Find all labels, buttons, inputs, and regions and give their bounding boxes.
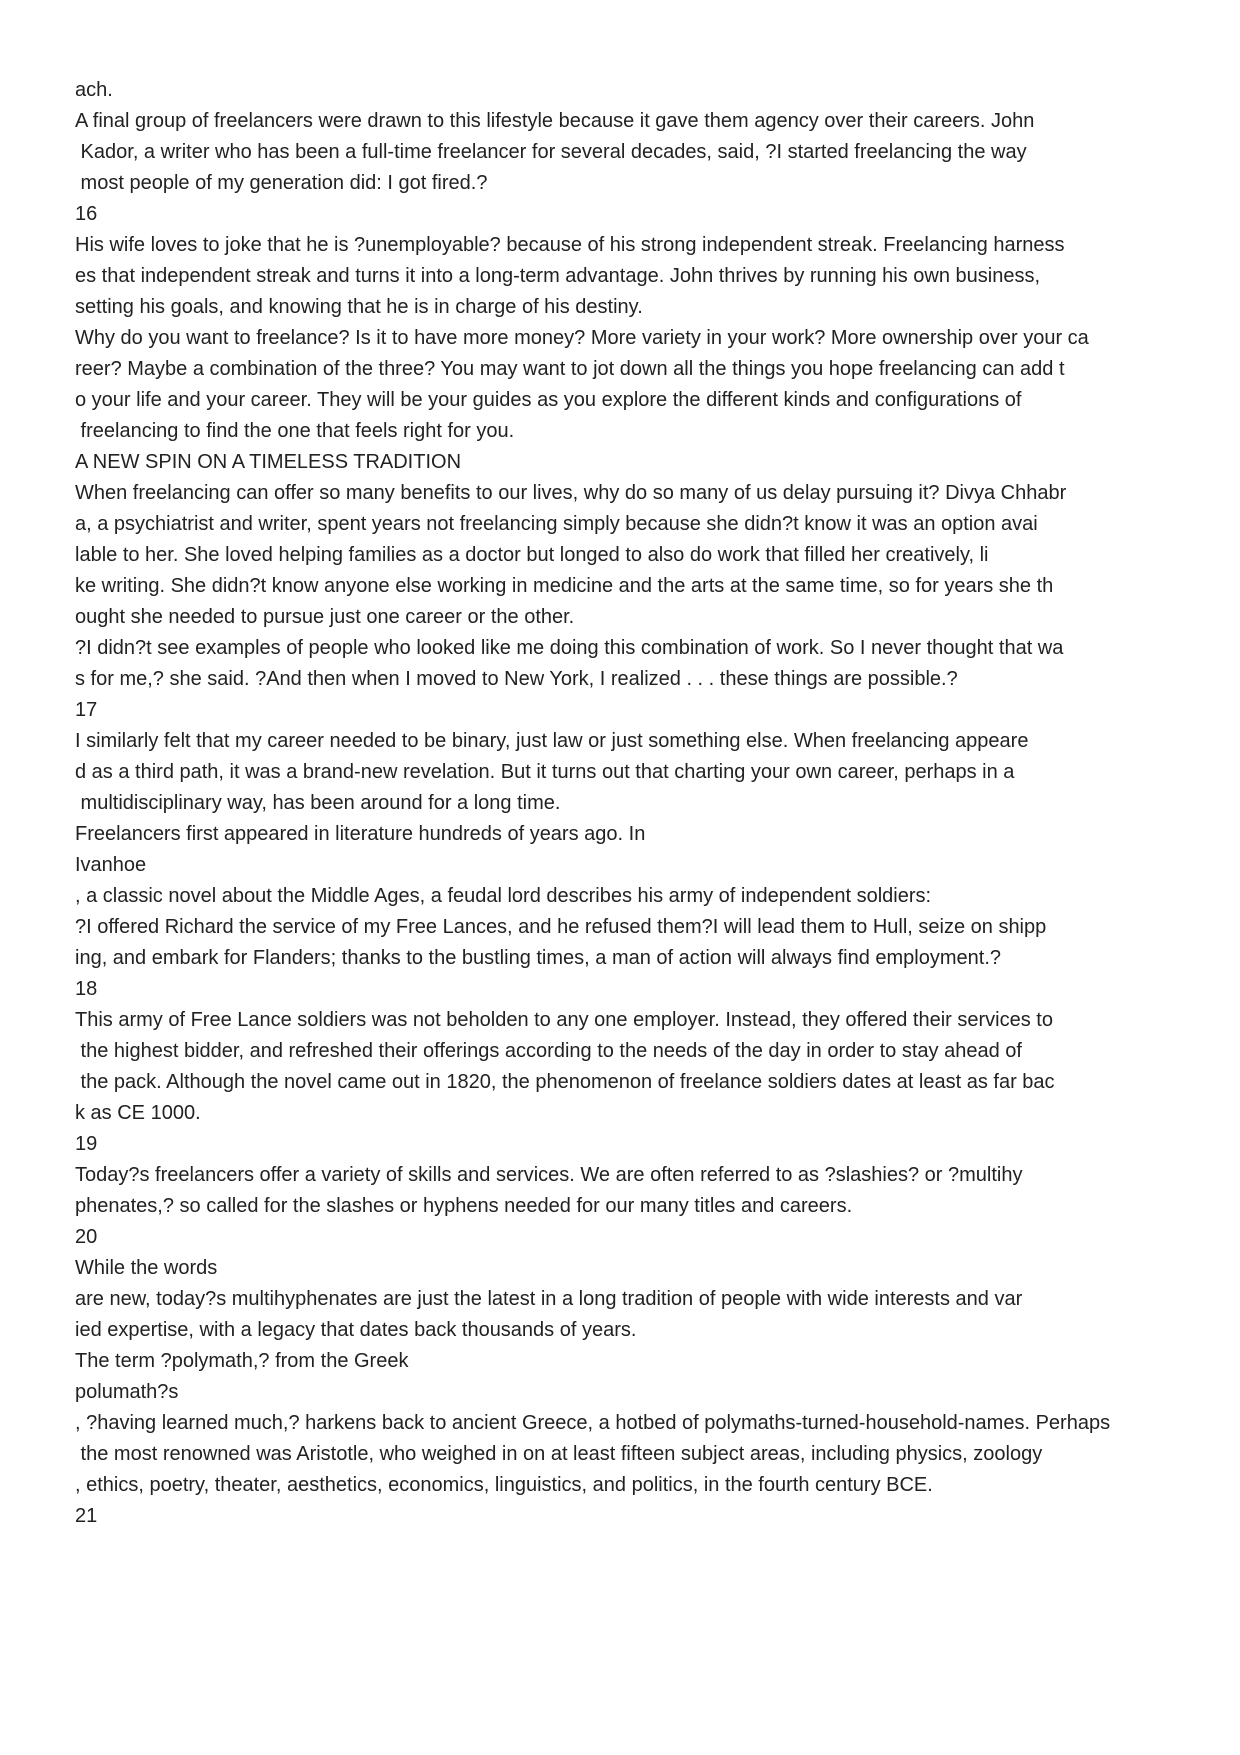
text-line: Freelancers first appeared in literature hundreds of years ago. In	[75, 823, 646, 845]
text-line: ach.	[75, 79, 113, 101]
text-line: I similarly felt that my career needed to be binary, just law or just something else. When freelancing appeare	[75, 730, 1029, 752]
text-line: His wife loves to joke that he is ?unemployable? because of his strong independent streak. Freelancing harness	[75, 234, 1065, 256]
text-line: 18	[75, 978, 98, 1000]
text-line: This army of Free Lance soldiers was not beholden to any one employer. Instead, they offered their services to	[75, 1009, 1053, 1031]
text-line: are new, today?s multihyphenates are just the latest in a long tradition of people with wide interests and var	[75, 1288, 1023, 1310]
text-line: k as CE 1000.	[75, 1102, 201, 1124]
text-line: reer? Maybe a combination of the three? You may want to jot down all the things you hope freelancing can add t	[75, 358, 1065, 380]
text-line: ke writing. She didn?t know anyone else working in medicine and the arts at the same time, so for years she th	[75, 575, 1054, 597]
text-line: When freelancing can offer so many benefits to our lives, why do so many of us delay pursuing it? Divya Chhabr	[75, 482, 1067, 504]
text-line: , a classic novel about the Middle Ages, a feudal lord describes his army of independent soldiers:	[75, 885, 932, 907]
text-line: ?I didn?t see examples of people who looked like me doing this combination of work. So I never thought that wa	[75, 637, 1064, 659]
text-line: 16	[75, 203, 98, 225]
text-line: o your life and your career. They will be your guides as you explore the different kinds and configurations of	[75, 389, 1022, 411]
text-line: 17	[75, 699, 98, 721]
text-line: s for me,? she said. ?And then when I moved to New York, I realized . . . these things are possible.?	[75, 668, 958, 690]
text-line: 19	[75, 1133, 98, 1155]
text-line: ?I offered Richard the service of my Free Lances, and he refused them?I will lead them to Hull, seize on shipp	[75, 916, 1047, 938]
text-line: freelancing to find the one that feels right for you.	[75, 420, 515, 442]
text-line: 21	[75, 1505, 98, 1527]
text-line: the most renowned was Aristotle, who weighed in on at least fifteen subject areas, including physics, zoology	[75, 1443, 1043, 1465]
text-line: a, a psychiatrist and writer, spent years not freelancing simply because she didn?t know it was an option avai	[75, 513, 1038, 535]
text-line: Why do you want to freelance? Is it to have more money? More variety in your work? More ownership over your ca	[75, 327, 1089, 349]
text-line: most people of my generation did: I got fired.?	[75, 172, 488, 194]
text-line: setting his goals, and knowing that he is in charge of his destiny.	[75, 296, 643, 318]
text-line: phenates,? so called for the slashes or hyphens needed for our many titles and careers.	[75, 1195, 853, 1217]
text-line: the highest bidder, and refreshed their offerings according to the needs of the day in order to stay ahead of	[75, 1040, 1022, 1062]
text-line: Today?s freelancers offer a variety of skills and services. We are often referred to as ?slashies? or ?multihy	[75, 1164, 1023, 1186]
text-line: es that independent streak and turns it into a long-term advantage. John thrives by running his own business,	[75, 265, 1041, 287]
text-line: , ethics, poetry, theater, aesthetics, economics, linguistics, and politics, in the fourth century BCE.	[75, 1474, 933, 1496]
text-line: Kador, a writer who has been a full-time freelancer for several decades, said, ?I started freelancing the way	[75, 141, 1027, 163]
text-line: polumath?s	[75, 1381, 179, 1403]
text-line: A NEW SPIN ON A TIMELESS TRADITION	[75, 451, 462, 473]
text-line: multidisciplinary way, has been around for a long time.	[75, 792, 561, 814]
text-line: d as a third path, it was a brand-new revelation. But it turns out that charting your own career, perhaps in a	[75, 761, 1015, 783]
document-body	[75, 75, 1215, 1532]
text-line: 20	[75, 1226, 98, 1248]
text-line: A final group of freelancers were drawn to this lifestyle because it gave them agency over their careers. John	[75, 110, 1035, 132]
text-line: , ?having learned much,? harkens back to ancient Greece, a hotbed of polymaths-turned-household-names. Perhaps	[75, 1412, 1111, 1434]
text-line: the pack. Although the novel came out in 1820, the phenomenon of freelance soldiers dates at least as far bac	[75, 1071, 1055, 1093]
text-line: ought she needed to pursue just one career or the other.	[75, 606, 575, 628]
text-line: ied expertise, with a legacy that dates back thousands of years.	[75, 1319, 637, 1341]
text-line: Ivanhoe	[75, 854, 147, 876]
text-line: While the words	[75, 1257, 218, 1279]
text-line: The term ?polymath,? from the Greek	[75, 1350, 409, 1372]
text-line: lable to her. She loved helping families as a doctor but longed to also do work that filled her creatively, li	[75, 544, 989, 566]
text-line: ing, and embark for Flanders; thanks to the bustling times, a man of action will always find employment.?	[75, 947, 1002, 969]
